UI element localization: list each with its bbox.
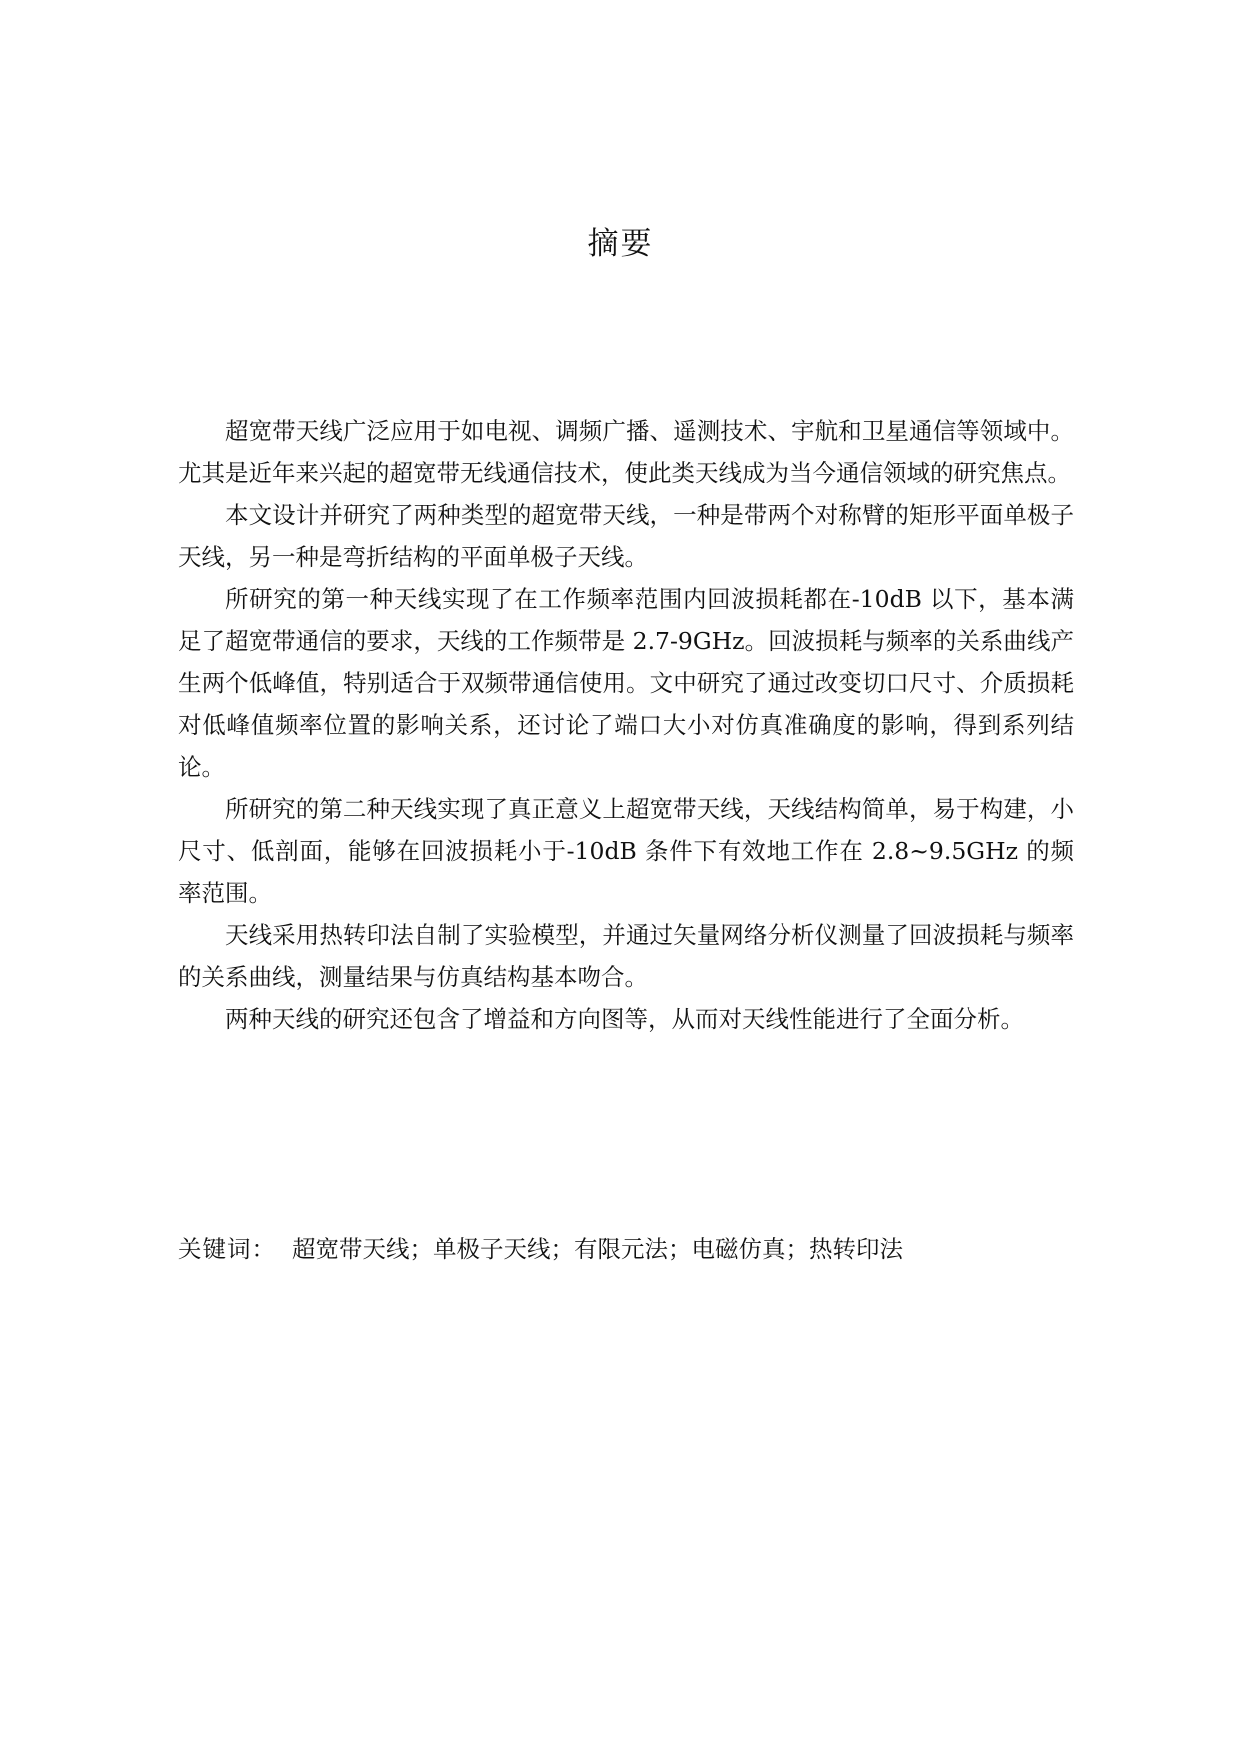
- abstract-paragraph: 天线采用热转印法自制了实验模型，并通过矢量网络分析仪测量了回波损耗与频率的关系曲线，测量结果与仿真结构基本吻合。: [178, 921, 1074, 991]
- keywords-line: [178, 1228, 1074, 1270]
- abstract-body: [178, 410, 1074, 1040]
- keywords-label: 关键词：: [178, 1235, 276, 1263]
- abstract-paragraph: 所研究的第一种天线实现了在工作频率范围内回波损耗都在-10dB 以下，基本满足了超宽带通信的要求，天线的工作频带是 2.7-9GHz。回波损耗与频率的关系曲线产生两个低峰值，特别适合于双频带通信使用。文中研究了通过改变切口尺寸、介质损耗对低峰值频率位置的影响关系，还讨论了端口大小对仿真准确度的影响，得到系列结论。: [178, 585, 1074, 781]
- page-title: 摘要: [587, 226, 654, 262]
- abstract-paragraph: 超宽带天线广泛应用于如电视、调频广播、遥测技术、宇航和卫星通信等领域中。尤其是近年来兴起的超宽带无线通信技术，使此类天线成为当今通信领域的研究焦点。: [178, 417, 1074, 487]
- abstract-paragraph: 两种天线的研究还包含了增益和方向图等，从而对天线性能进行了全面分析。: [225, 1005, 1024, 1033]
- abstract-paragraph: 本文设计并研究了两种类型的超宽带天线，一种是带两个对称臂的矩形平面单极子天线，另一种是弯折结构的平面单极子天线。: [178, 501, 1074, 571]
- abstract-paragraph: 所研究的第二种天线实现了真正意义上超宽带天线，天线结构简单，易于构建，小尺寸、低剖面，能够在回波损耗小于-10dB 条件下有效地工作在 2.8~9.5GHz 的频率范围。: [178, 795, 1074, 907]
- keywords-list: 超宽带天线；单极子天线；有限元法；电磁仿真；热转印法: [292, 1235, 903, 1263]
